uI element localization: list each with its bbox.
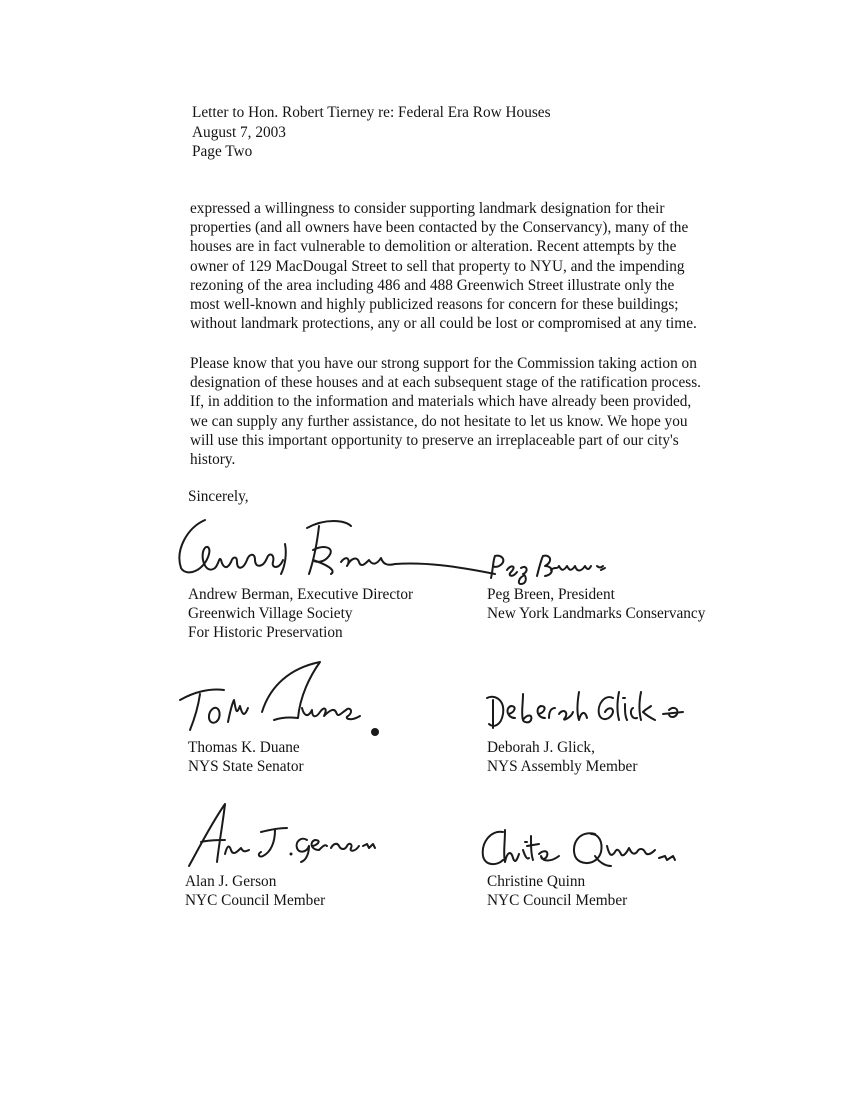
signature-peg-breen (487, 552, 637, 587)
closing: Sincerely, (188, 488, 249, 505)
paragraph-line: Please know that you have our strong support for the Commission taking action on (190, 355, 697, 372)
paragraph-line: designation of these houses and at each subsequent stage of the ratification process. (190, 374, 702, 392)
paragraph-line: history. (190, 451, 236, 469)
header-subject: Letter to Hon. Robert Tierney re: Federal Era Row Houses (192, 104, 551, 121)
header-date: August 7, 2003 (192, 123, 286, 141)
paragraph-line: expressed a willingness to consider supporting landmark designation for their (190, 200, 665, 217)
paragraph-line: most well-known and highly publicized reasons for concern for these buildings; (190, 296, 679, 314)
paragraph-line: houses are in fact vulnerable to demolition or alteration. Recent attempts by the (190, 238, 677, 256)
signatory-berman-org: Greenwich Village Society (188, 605, 353, 622)
body-paragraph-1 (190, 199, 770, 333)
header-page-number: Page Two (192, 143, 253, 160)
paragraph-line: will use this important opportunity to preserve an irreplaceable part of our city's (190, 431, 679, 449)
signature-alan-gerson (183, 800, 378, 872)
letter-header (192, 103, 551, 162)
signatory-berman-org-2: For Historic Preservation (188, 624, 343, 641)
signature-andrew-berman (175, 510, 495, 585)
signatory-glick-title: NYS Assembly Member (487, 758, 638, 775)
signatory-duane-name: Thomas K. Duane (188, 739, 300, 756)
signatory-breen-org: New York Landmarks Conservancy (487, 605, 706, 622)
signatory-quinn-title: NYC Council Member (487, 892, 628, 909)
signatory-quinn-name: Christine Quinn (487, 873, 586, 890)
paragraph-line: properties (and all owners have been contacted by the Conservancy), many of the (190, 219, 689, 237)
signature-tom-duane (170, 656, 385, 741)
signatory-berman-name: Andrew Berman, Executive Director (188, 586, 414, 603)
signatory-duane-title: NYS State Senator (188, 758, 304, 775)
paragraph-line: If, in addition to the information and materials which have already been provided, (190, 393, 692, 411)
paragraph-line: owner of 129 MacDougal Street to sell that property to NYU, and the impending (190, 257, 685, 275)
signatory-breen-name: Peg Breen, President (487, 586, 615, 603)
body-paragraph-2 (190, 354, 770, 469)
signature-christine-quinn (479, 822, 679, 874)
paragraph-line: we can supply any further assistance, do not hesitate to let us know. We hope you (190, 412, 688, 430)
paragraph-line: without landmark protections, any or all could be lost or compromised at any time. (190, 315, 697, 333)
signatory-gerson-title: NYC Council Member (185, 892, 326, 909)
paragraph-line: rezoning of the area including 486 and 488 Greenwich Street illustrate only the (190, 276, 675, 294)
signature-deborah-glick (483, 684, 688, 734)
signatory-gerson-name: Alan J. Gerson (185, 873, 277, 890)
signatory-glick-name: Deborah J. Glick, (487, 739, 595, 756)
